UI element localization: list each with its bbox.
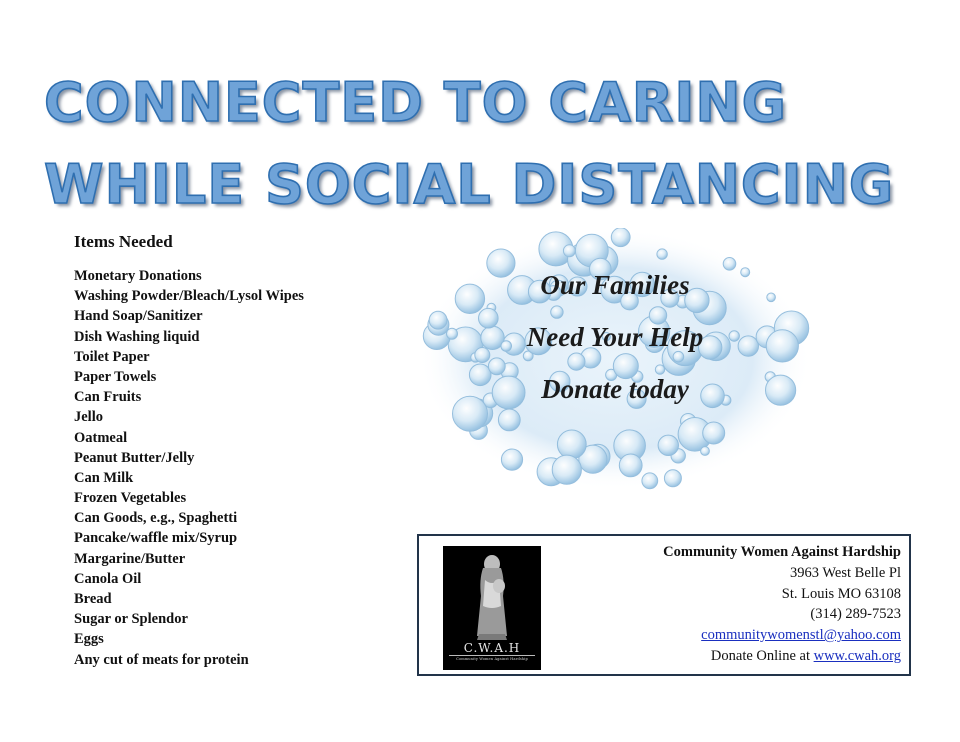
list-item: Pancake/waffle mix/Syrup [74, 530, 238, 547]
items-list [74, 266, 304, 670]
list-item: Monetary Donations [74, 268, 202, 284]
bubble [498, 409, 520, 431]
contact-box [417, 534, 911, 676]
bubble [551, 306, 563, 318]
headline-line-2: WHILE SOCIAL DISTANCING [44, 153, 895, 216]
headline-line-1: CONNECTED TO CARING [44, 71, 787, 134]
list-item: Can Fruits [74, 389, 142, 406]
bubble [723, 258, 736, 271]
bubble [703, 422, 725, 444]
items-needed-heading: Items Needed [74, 232, 173, 251]
donate-online-line [663, 646, 901, 667]
list-item: Canola Oil [74, 570, 142, 587]
list-item: Bread [74, 591, 112, 607]
list-item: Margarine/Butter [74, 550, 186, 567]
logo-divider [449, 655, 535, 656]
logo-subtitle: Community Women Against Hardship [456, 657, 528, 661]
bubble [642, 473, 658, 489]
bubble [501, 449, 522, 470]
list-item: Eggs [74, 631, 104, 648]
list-item: Paper Towels [74, 368, 157, 385]
list-item: Hand Soap/Sanitizer [74, 308, 203, 325]
bubble [701, 447, 710, 456]
street-address: 3963 West Belle Pl [790, 564, 901, 581]
phone-number: (314) 289-7523 [810, 606, 901, 623]
bubble [563, 245, 575, 257]
list-item: Oatmeal [74, 429, 128, 446]
list-item: Washing Powder/Bleach/Lysol Wipes [74, 288, 304, 305]
headline [44, 62, 894, 226]
list-item: Can Goods, e.g., Spaghetti [74, 510, 238, 527]
bubble-appeal-graphic [418, 228, 812, 490]
appeal-line-1: Our Families [540, 270, 690, 300]
water-bubbles-image [418, 228, 812, 490]
website-link[interactable]: www.cwah.org [813, 647, 901, 664]
city-state-zip: St. Louis MO 63108 [781, 585, 901, 602]
bubble [619, 454, 642, 477]
list-item: Frozen Vegetables [74, 490, 187, 507]
woman-statue-icon [443, 546, 541, 641]
cwah-logo [443, 546, 541, 670]
bubble [557, 430, 586, 459]
contact-details [663, 542, 901, 667]
bubble [658, 435, 678, 455]
email-link[interactable]: communitywomenstl@yahoo.com [701, 627, 901, 644]
list-item: Dish Washing liquid [74, 328, 200, 345]
list-item: Peanut Butter/Jelly [74, 449, 195, 466]
list-item: Toilet Paper [74, 348, 150, 365]
appeal-line-2: Need Your Help [526, 322, 704, 352]
bubble [664, 470, 681, 487]
bubble [488, 358, 505, 375]
org-name: Community Women Against Hardship [663, 544, 901, 560]
appeal-line-3: Donate today [541, 374, 689, 404]
list-item: Can Milk [74, 469, 134, 486]
bubble [657, 249, 667, 259]
bubble [655, 365, 664, 374]
donate-prefix: Donate Online at [710, 647, 810, 664]
items-needed-section [74, 232, 304, 670]
bubble [568, 353, 585, 370]
list-item: Sugar or Splendor [74, 611, 188, 628]
bubble [552, 455, 581, 484]
logo-title: C.W.A.H [463, 641, 521, 655]
list-item: Any cut of meats for protein [74, 651, 249, 668]
list-item: Jello [74, 409, 103, 426]
bubble [611, 228, 630, 247]
